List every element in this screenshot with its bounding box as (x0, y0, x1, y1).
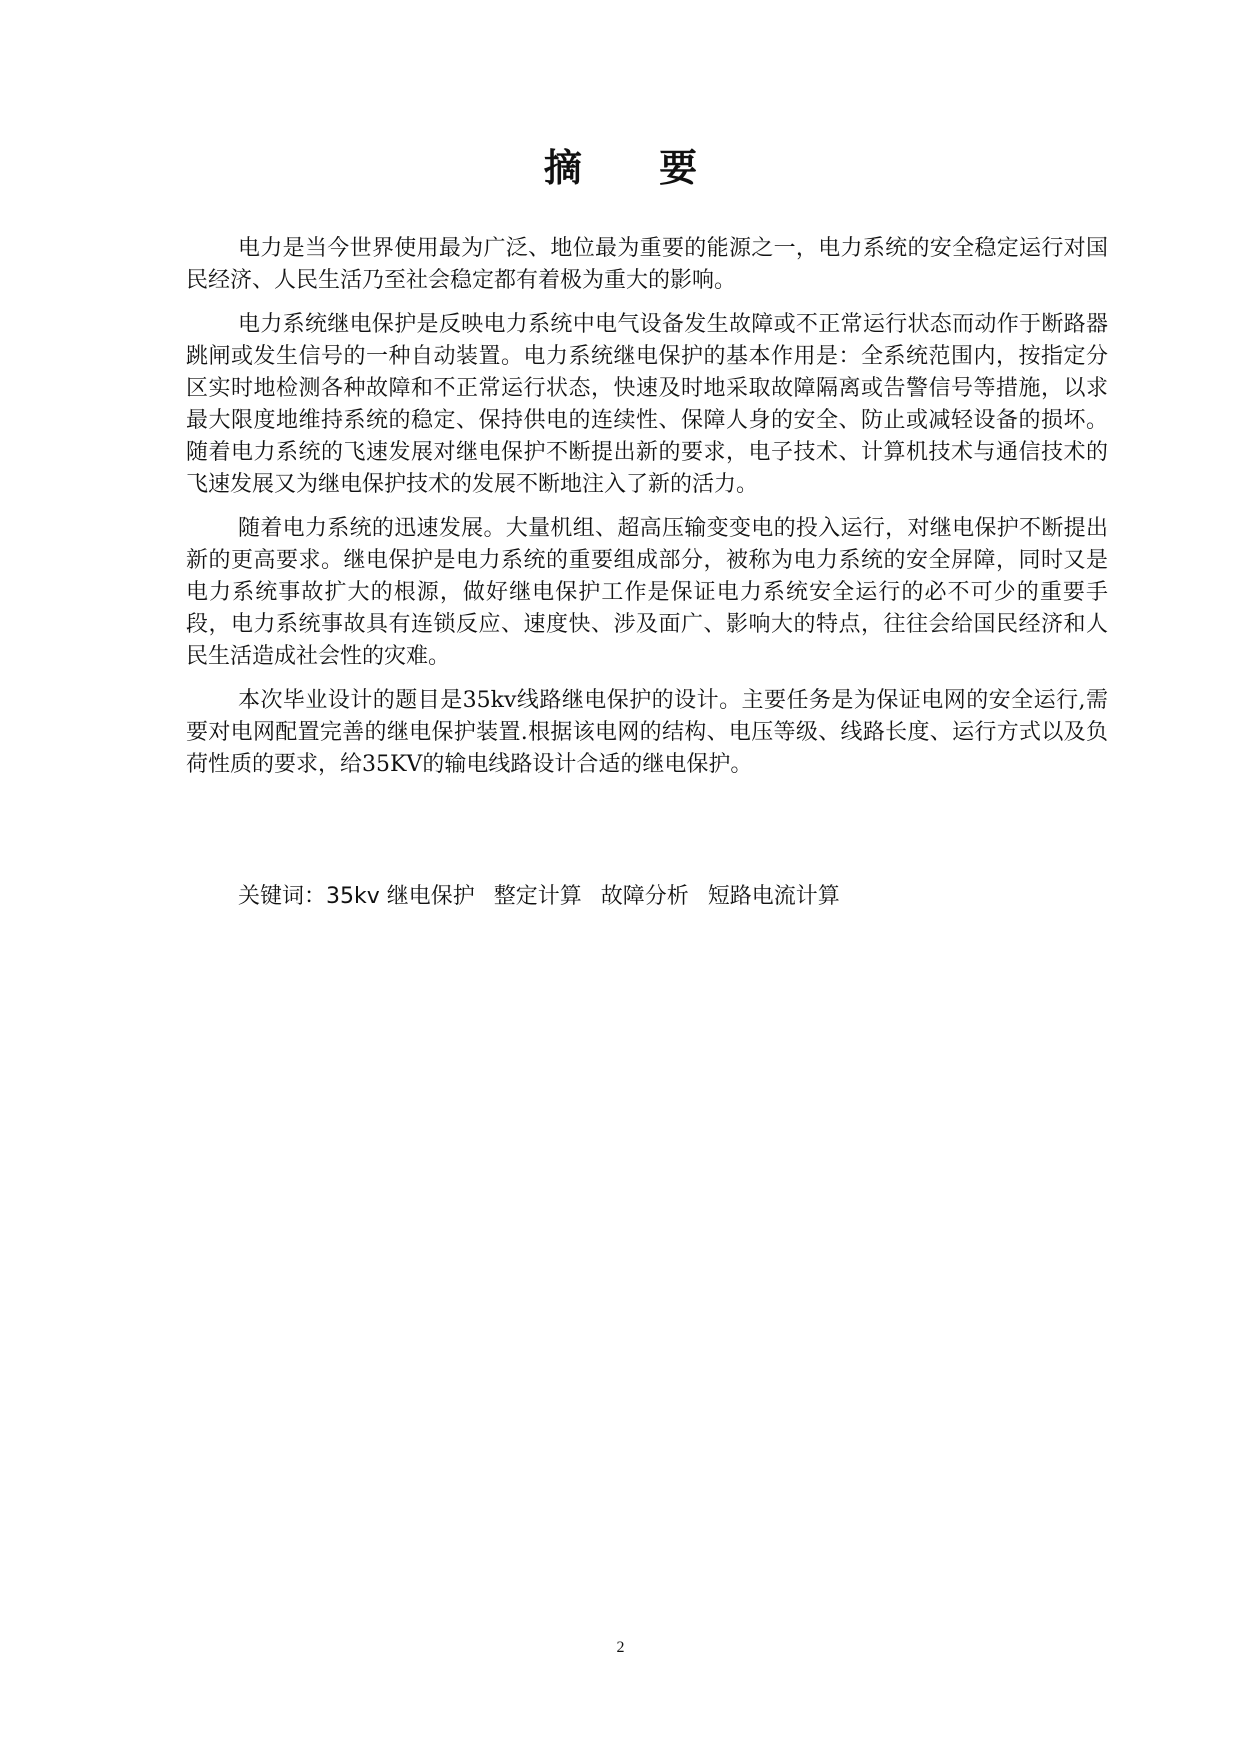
abstract-body (186, 233, 1108, 793)
page-number: 2 (616, 1639, 625, 1656)
abstract-paragraph-2: 电力系统继电保护是反映电力系统中电气设备发生故障或不正常运行状态而动作于断路器跳闸或发生信号的一种自动装置。电力系统继电保护的基本作用是：全系统范围内，按指定分区实时地检测各种故障和不正常运行状态，快速及时地采取故障隔离或告警信号等措施，以求最大限度地维持系统的稳定、保持供电的连续性、保障人身的安全、防止或减轻设备的损坏。随着电力系统的飞速发展对继电保护不断提出新的要求，电子技术、计算机技术与通信技术的飞速发展又为继电保护技术的发展不断地注入了新的活力。 (186, 312, 1108, 497)
abstract-paragraph-4: 本次毕业设计的题目是35kv线路继电保护的设计。主要任务是为保证电网的安全运行,需要对电网配置完善的继电保护装置.根据该电网的结构、电压等级、线路长度、运行方式以及负荷性质的要求，给35KV的输电线路设计合适的继电保护。 (186, 688, 1108, 777)
abstract-paragraph-1: 电力是当今世界使用最为广泛、地位最为重要的能源之一，电力系统的安全稳定运行对国民经济、人民生活乃至社会稳定都有着极为重大的影响。 (186, 236, 1108, 293)
keyword-item: 整定计算 (493, 884, 582, 909)
keywords-label: 关键词： (238, 884, 327, 909)
page-title: 摘 要 (543, 146, 730, 190)
abstract-paragraph-3: 随着电力系统的迅速发展。大量机组、超高压输变变电的投入运行，对继电保护不断提出新的更高要求。继电保护是电力系统的重要组成部分，被称为电力系统的安全屏障，同时又是电力系统事故扩大的根源，做好继电保护工作是保证电力系统安全运行的必不可少的重要手段，电力系统事故具有连锁反应、速度快、涉及面广、影响大的特点，往往会给国民经济和人民生活造成社会性的灾难。 (186, 516, 1108, 669)
keywords-line (238, 881, 840, 913)
keyword-item: 35kv 继电保护 (326, 884, 475, 909)
keyword-item: 故障分析 (600, 884, 689, 909)
keyword-item: 短路电流计算 (707, 884, 840, 909)
